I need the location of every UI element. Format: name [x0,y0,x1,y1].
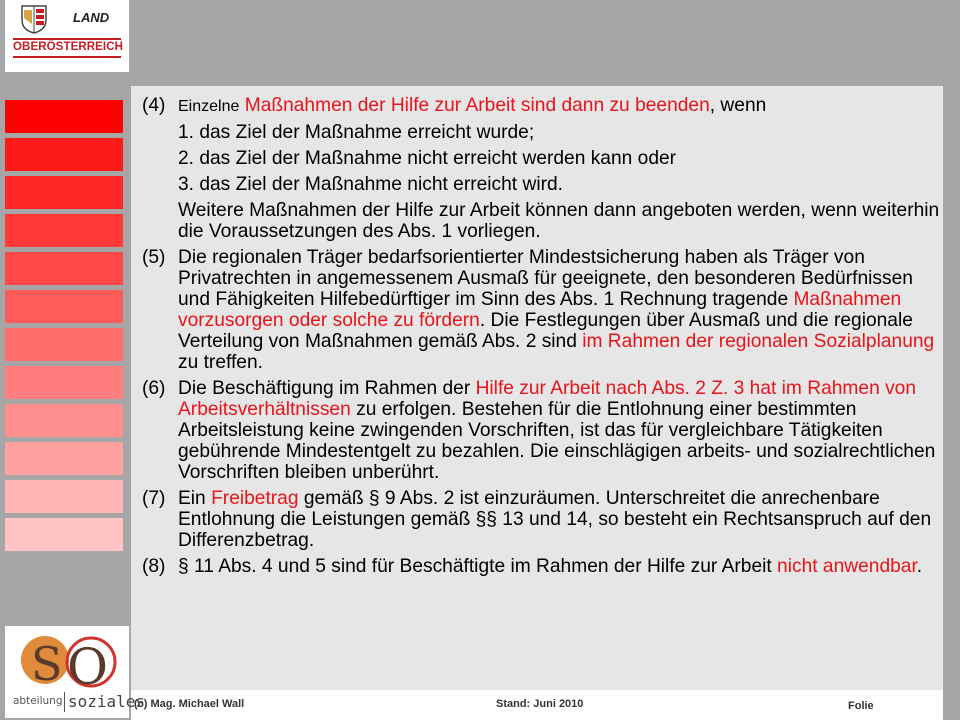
paragraph-text: , wenn [709,95,767,116]
logo-divider-bottom [13,56,121,58]
sidebar-color-block [5,176,123,209]
paragraph-text: . [916,556,923,577]
paragraph-number: (6) [142,378,166,399]
logo-separator [64,692,65,712]
svg-text:O: O [67,638,108,696]
sidebar-color-block [5,100,123,133]
paragraph-number: (4) [142,95,166,116]
sidebar-color-block [5,442,123,475]
logo-soziales-text: soziales [68,692,146,711]
paragraph-body [178,95,942,117]
svg-text:S: S [31,637,63,691]
paragraph-body [178,488,942,551]
paragraph-body [178,247,942,373]
paragraph-body [178,556,942,577]
list-item: 3. das Ziel der Maßnahme nicht erreicht wird. [178,174,563,195]
so-logo-icon [5,626,129,696]
footer-date: Stand: Juni 2010 [496,698,584,710]
paragraph-lead: Einzelne [178,98,240,115]
paragraph-5 [142,247,942,373]
highlight-text: Hilfe zur Arbeit nach Abs. 2 Z. 3 hat im Rahmen von Arbeitsverhältnissen [178,378,917,420]
logo-abteilung-text: abteilung [13,695,63,707]
paragraph-text: Die regionalen Träger bedarfsorientierter Mindestsicherung haben als Träger von Privatrechten in angemessenem Ausmaß für geeignete, den besonderen Bedürfnissen und Fähigkeiten Hilfebedürftiger im Sinn des Abs. 1 Rechnung tragende [178,247,913,310]
sidebar-color-block [5,252,123,285]
paragraph-4 [142,95,942,117]
logo-region-text: OBERÖSTERREICH [13,41,124,53]
sidebar-color-block [5,480,123,513]
paragraph-body [178,378,942,483]
paragraph-text: § 11 Abs. 4 und 5 sind für Beschäftigte im Rahmen der Hilfe zur Arbeit [178,556,778,577]
logo-divider-top [13,38,121,40]
sidebar-color-block [5,328,123,361]
sidebar-color-block [5,404,123,437]
sidebar-color-block [5,138,123,171]
paragraph-text: Die Beschäftigung im Rahmen der [178,378,476,399]
paragraph-text: gemäß § 9 Abs. 2 ist einzuräumen. Unterschreitet die anrechenbare Entlohnung die Leistungen gemäß §§ 13 und 14, so besteht ein Rechtsanspruch auf den Differenzbetrag. [178,488,932,551]
list-item: 2. das Ziel der Maßnahme nicht erreicht werden kann oder [178,148,677,169]
highlight-text: im Rahmen der regionalen Sozialplanung [582,331,935,352]
paragraph-follow-text: Weitere Maßnahmen der Hilfe zur Arbeit können dann angeboten werden, wenn weiterhin die Voraussetzungen des Abs. 1 vorliegen. [178,200,940,242]
coat-of-arms-icon [19,4,49,34]
paragraph-number: (5) [142,247,166,268]
sidebar-color-block [5,518,123,551]
logo-land-text: LAND [73,10,110,25]
legal-text [142,95,942,582]
paragraph-number: (8) [142,556,166,577]
sidebar-color-block [5,366,123,399]
paragraph-text: . Die Festlegungen über Ausmaß und die regionale Verteilung von Maßnahmen gemäß Abs. 2 sind [178,310,913,352]
footer-author: (c) Mag. Michael Wall [134,698,245,710]
sidebar-color-block [5,290,123,323]
highlight-text: nicht anwendbar [777,556,917,577]
highlight-text: Maßnahmen vorzusorgen oder solche zu fördern [178,289,902,331]
highlight-text: Maßnahmen der Hilfe zur Arbeit sind dann zu beenden [244,95,710,116]
highlight-text: Freibetrag [211,488,299,509]
paragraph-8 [142,556,942,577]
paragraph-number: (7) [142,488,166,509]
land-ooe-logo [5,0,129,72]
sidebar-color-block [5,214,123,247]
abteilung-soziales-logo [5,626,146,718]
paragraph-text: zu erfolgen. Bestehen für die Entlohnung einer bestimmten Arbeitsleistung keine zwingenden Vorschriften, ist das für vergleichbare Tätigkeiten gebührende Mindestentgelt zu bezahlen. Die einschlägigen arbeits- und sozialrechtlichen Vorschriften bleiben unberührt. [178,399,936,483]
paragraph-6 [142,378,942,483]
list-item: 1. das Ziel der Maßnahme erreicht wurde; [178,122,535,143]
footer-slide-label: Folie [848,700,874,712]
paragraph-7 [142,488,942,551]
paragraph-text: zu treffen. [178,352,263,373]
paragraph-text: Ein [178,488,212,509]
